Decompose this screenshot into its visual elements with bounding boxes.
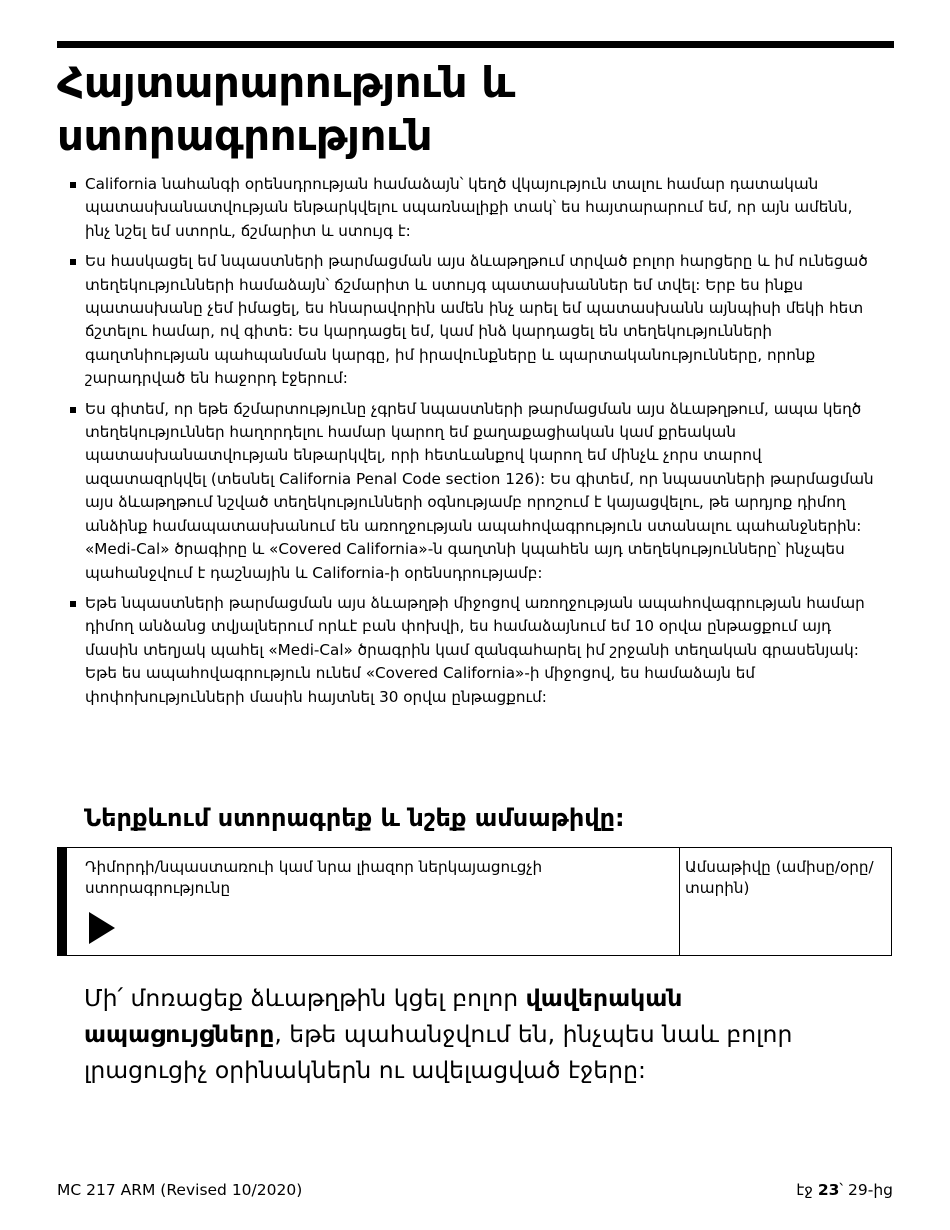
declaration-item: Եթե նպաստների թարմացման այս ձևաթղթի միջոցով առողջության ապահովագրության համար դիմող անձանց տվյալներում որևէ բան փոխվի, ես համաձայնում եմ 10 օրվա ընթացքում այդ մասին տեղյակ պահել «Medi-Cal» ծրագրին կամ զանգահարել իմ շրջանի տեղական գրասենյակ: Եթե ես ապահովագրություն ունեմ «Covered California»-ի միջոցով, ես համաձայն եմ փոփոխությունների մասին հայտնել 30 օրվա ընթացքում: (70, 592, 880, 709)
page-title: Հայտարարություն և ստորագրություն (57, 58, 515, 160)
current-page: 23 (817, 1181, 840, 1199)
declaration-list (70, 173, 880, 716)
signature-label: Դիմորդի/նպաստառուի կամ նրա լիազոր ներկայացուցչի ստորագրությունը (85, 858, 543, 897)
signature-box (57, 847, 892, 956)
date-field[interactable] (685, 857, 885, 899)
declaration-item: California նահանգի օրենսդրության համաձայն՝ կեղծ վկայություն տալու համար դատական պատասխանատվության ենթարկվելու սպառնալիքի տակ՝ ես հայտարարում եմ, որ այն ամենն, ինչ նշել եմ ստորև, ճշմարիտ և ստույգ է: (70, 173, 880, 243)
reminder-bold-text: վավերական ապացույցները (84, 984, 683, 1048)
play-arrow-icon (89, 912, 115, 944)
date-label: Ամսաթիվը (ամիսը/օրը/տարին) (685, 858, 874, 897)
sign-heading: Ներքևում ստորագրեք և նշեք ամսաթիվը: (84, 804, 625, 832)
page-suffix: ՝ 29-ից (839, 1181, 893, 1199)
signature-field[interactable] (85, 848, 680, 955)
declaration-item: Ես գիտեմ, որ եթե ճշմարտությունը չգրեմ նպաստների թարմացման այս ձևաթղթում, ապա կեղծ տեղեկություններ հաղորդելու համար կարող եմ քաղաքացիական կամ քրեական պատասխանատվության ենթարկվել, որի հետևանքով կարող եմ մինչև չորս տարով ազատազրկվել (տեսնել California Penal Code section 126): Ես գիտեմ, որ նպաստների թարմացման այս ձևաթղթում նշված տեղեկությունների օգնությամբ որոշում է կայացվելու, թե արդյոք դիմող անձինք համապատասխանում են առողջության ապահովագրություն ստանալու պահանջներին: «Medi-Cal» ծրագիրը և «Covered California»-ն գաղտնի կպահեն այդ տեղեկությունները՝ ինչպես պահանջվում է դաշնային և California-ի օրենսդրությամբ: (70, 398, 880, 585)
top-rule (57, 41, 894, 48)
reminder-text: Մի՛ մոռացեք ձևաթղթին կցել բոլոր (84, 984, 526, 1012)
form-id: MC 217 ARM (Revised 10/2020) (57, 1181, 303, 1199)
reminder-text-end: , եթե պահանջվում են, ինչպես նաև բոլոր լրացուցիչ օրինակներն ու ավելացված էջերը: (84, 1020, 793, 1084)
attachment-reminder (84, 980, 874, 1088)
page-prefix: էջ (796, 1181, 818, 1199)
page-number (796, 1180, 893, 1200)
declaration-item: Ես հասկացել եմ նպաստների թարմացման այս ձևաթղթում տրված բոլոր հարցերը և իմ ունեցած տեղեկությունների համաձայն՝ ճշմարիտ և ստույգ պատասխաններ եմ տվել: Երբ ես ինքս պատասխանը չեմ իմացել, ես հնարավորին ամեն ինչ արել եմ պատասխանն այնպիսի մեկի հետ ճշտելու համար, ով գիտե: Ես կարդացել եմ, կամ ինձ կարդացել են տեղեկությունների գաղտնիության պահպանման կարգը, իմ իրավունքները և պարտականությունները, որոնք շարադրված են հաջորդ էջերում: (70, 250, 880, 390)
